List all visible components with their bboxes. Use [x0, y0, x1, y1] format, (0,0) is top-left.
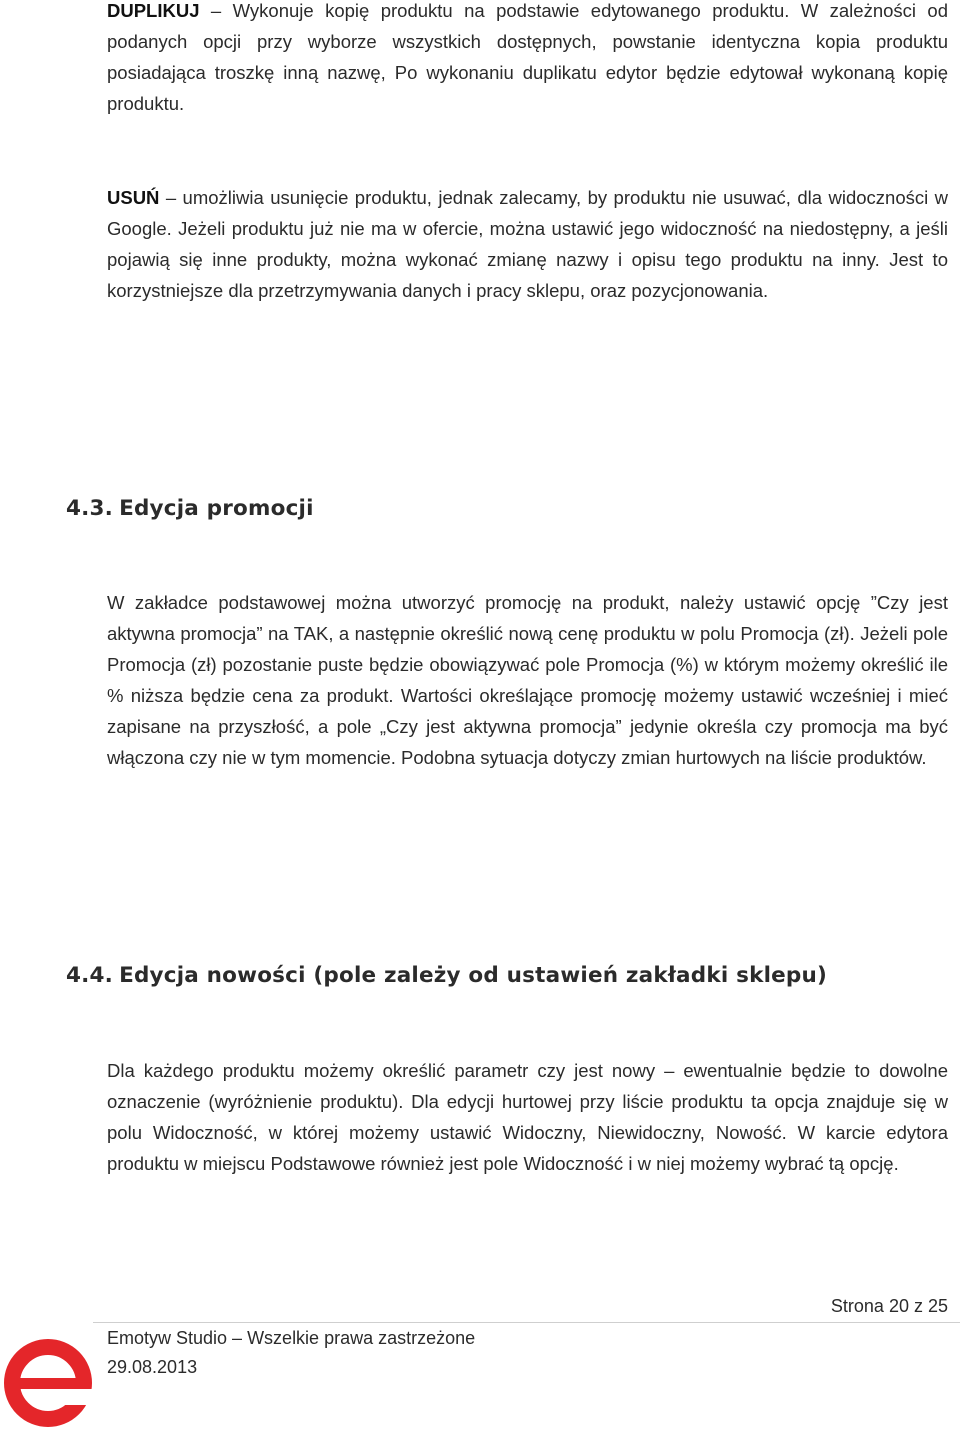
duplikuj-label: DUPLIKUJ [107, 0, 200, 21]
page-number: Strona 20 z 25 [830, 1296, 948, 1316]
section-number: 4.4. [66, 963, 114, 988]
section-4-3-body: W zakładce podstawowej można utworzyć promocję na produkt, należy ustawić opcję ”Czy jest aktywna promocja” na TAK, a następnie określić nową cenę produktu w polu Promocja (zł). Jeżeli pole Promocja (zł) pozostanie puste będzie obowiązywać pole Promocja (%) w którym możemy określić ile % niższa będzie cena za produkt. Wartości określające promocję możemy ustawić wcześniej i mieć zapisane na przyszłość, a pole „Czy jest aktywna promocja” jedynie określa czy promocja ma być włączona czy nie w tym momencie. Podobna sytuacja dotyczy zmian hurtowych na liście produktów. [107, 592, 948, 768]
section-heading-4-4 [66, 963, 827, 988]
section-4-4-body: Dla każdego produktu możemy określić parametr czy jest nowy – ewentualnie będzie to dowolne oznaczenie (wyróżnienie produktu). Dla edycji hurtowej przy liście produktu ta opcja znajduje się w polu Widoczność, w której możemy ustawić Widoczny, Niewidoczny, Nowość. W karcie edytora produktu w miejscu Podstawowe również jest pole Widoczność i w niej możemy wybrać tą opcję. [107, 1060, 948, 1174]
usun-label: USUŃ [107, 187, 160, 208]
footer-divider [93, 1322, 960, 1323]
usun-text: – umożliwia usunięcie produktu, jednak zalecamy, by produktu nie usuwać, dla widoczności w Google. Jeżeli produktu już nie ma w ofercie, można ustawić jego widoczność na niedostępny, a jeśli pojawią się inne produkty, można wykonać zmianę nazwy i opisu tego produktu na inny. Jest to korzystniejsze dla przetrzymywania danych i pracy sklepu, oraz pozycjonowania. [107, 187, 948, 301]
footer-date: 29.08.2013 [107, 1357, 198, 1377]
section-title: Edycja promocji [119, 496, 314, 521]
duplikuj-paragraph [107, 0, 948, 119]
footer-company: Emotyw Studio – Wszelkie prawa zastrzeżone [107, 1328, 476, 1348]
emotyw-logo-icon [0, 1331, 96, 1431]
duplikuj-text: – Wykonuje kopię produktu na podstawie edytowanego produktu. W zależności od podanych opcji przy wyborze wszystkich dostępnych, powstanie identyczna kopia produktu posiadająca troszkę inną nazwę, Po wykonaniu duplikatu edytor będzie edytował wykonaną kopię produktu. [107, 0, 948, 114]
usun-paragraph [107, 182, 948, 306]
section-number: 4.3. [66, 496, 114, 521]
section-heading-4-3 [66, 496, 314, 521]
section-title: Edycja nowości (pole zależy od ustawień zakładki sklepu) [119, 963, 828, 988]
